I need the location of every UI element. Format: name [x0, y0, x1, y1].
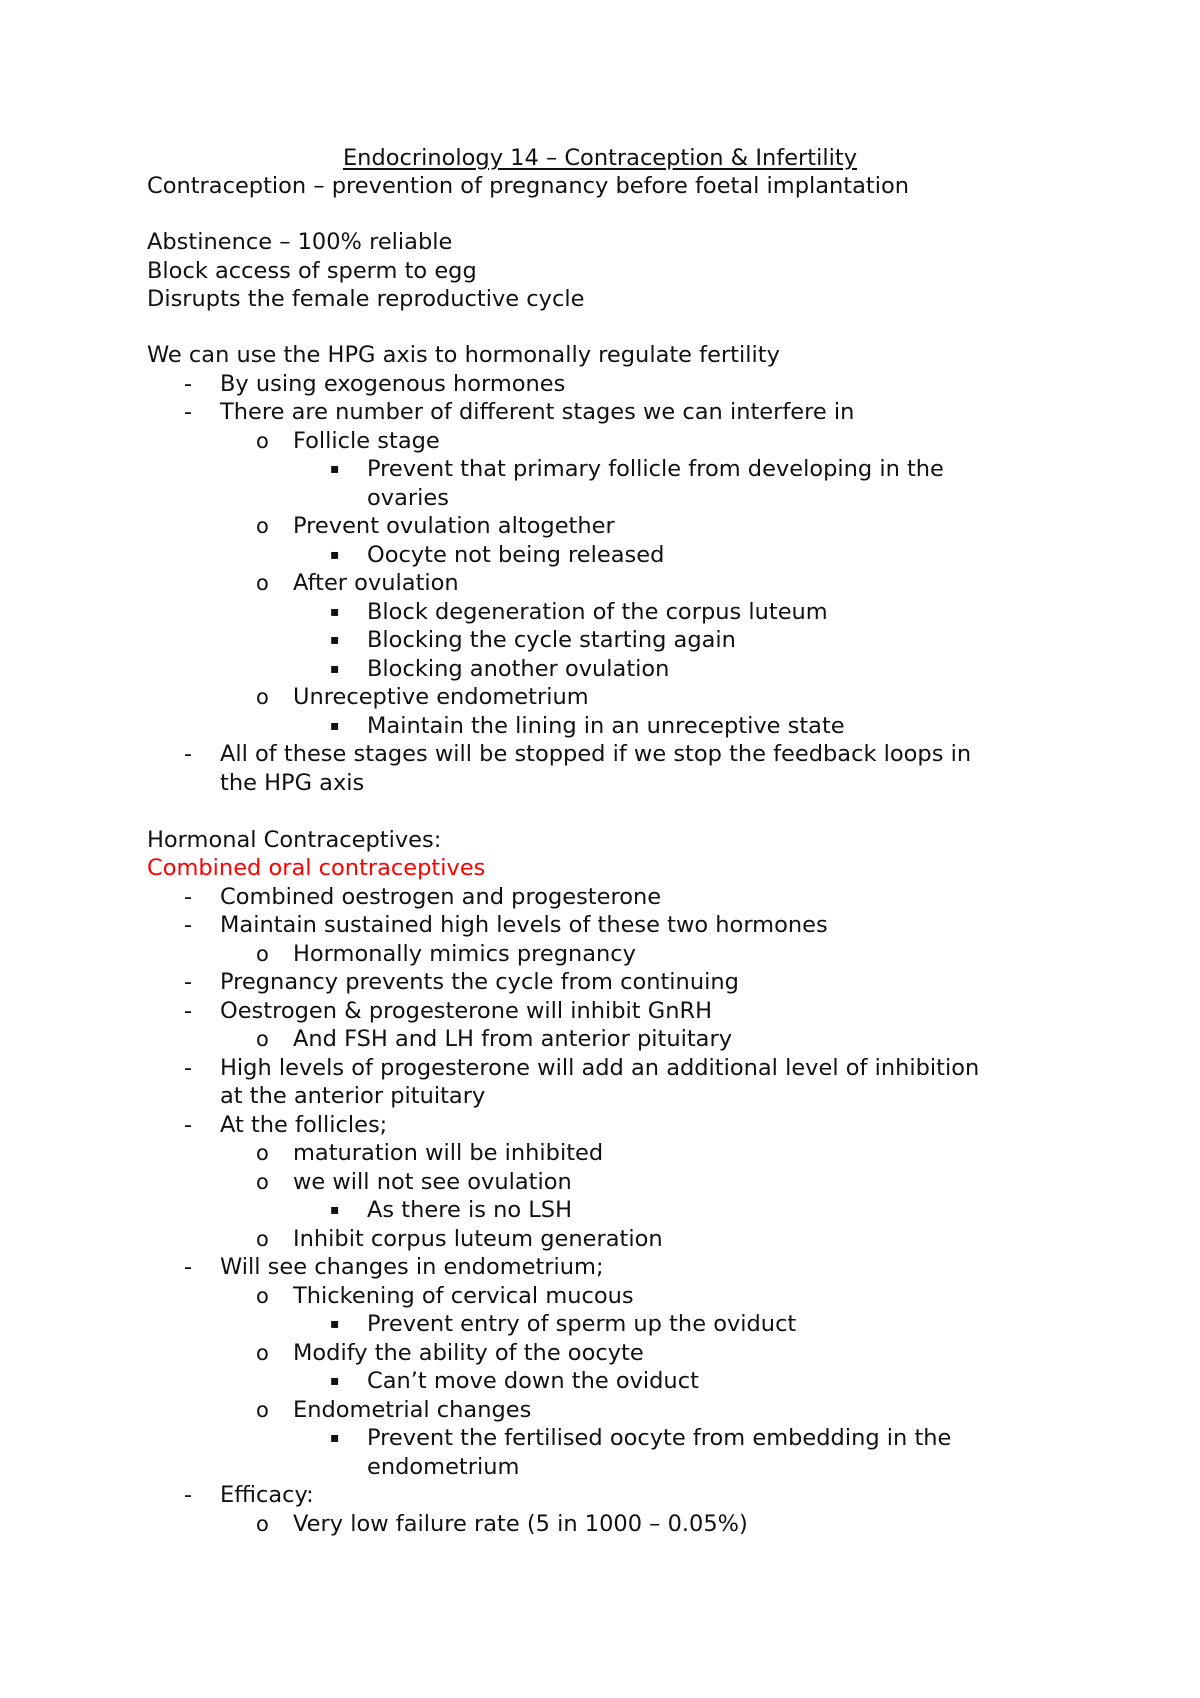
dash-bullet: -	[184, 969, 193, 995]
circle-bullet: o	[256, 1284, 269, 1308]
list-item: There are number of different stages we can interfere in	[220, 399, 855, 425]
circle-bullet: o	[256, 514, 269, 538]
list-item: we will not see ovulation	[293, 1169, 572, 1195]
list-item-continuation: endometrium	[367, 1454, 520, 1480]
dash-bullet: -	[184, 1254, 193, 1280]
section-heading: Hormonal Contraceptives:	[147, 827, 442, 853]
list-item: Prevent entry of sperm up the oviduct	[367, 1311, 797, 1337]
list-item: Combined oestrogen and progesterone	[220, 884, 662, 910]
list-item: Modify the ability of the oocyte	[293, 1340, 644, 1366]
list-item: By using exogenous hormones	[220, 371, 566, 397]
list-item: Will see changes in endometrium;	[220, 1254, 604, 1280]
dash-bullet: -	[184, 371, 193, 397]
square-bullet: ▪	[330, 461, 340, 477]
dash-bullet: -	[184, 912, 193, 938]
circle-bullet: o	[256, 1027, 269, 1051]
dash-bullet: -	[184, 1112, 193, 1138]
list-item: Endometrial changes	[293, 1397, 532, 1423]
list-item: Unreceptive endometrium	[293, 684, 589, 710]
square-bullet: ▪	[330, 1373, 340, 1389]
list-item: At the follicles;	[220, 1112, 388, 1138]
list-item: As there is no LSH	[367, 1197, 572, 1223]
list-item: Oestrogen & progesterone will inhibit GnRH	[220, 998, 713, 1024]
dash-bullet: -	[184, 1482, 193, 1508]
list-item: After ovulation	[293, 570, 459, 596]
square-bullet: ▪	[330, 718, 340, 734]
square-bullet: ▪	[330, 1202, 340, 1218]
method-line: Abstinence – 100% reliable	[147, 229, 453, 255]
list-item: High levels of progesterone will add an additional level of inhibition	[220, 1055, 980, 1081]
square-bullet: ▪	[330, 1430, 340, 1446]
list-item: Thickening of cervical mucous	[293, 1283, 634, 1309]
list-item: Hormonally mimics pregnancy	[293, 941, 636, 967]
list-item: Oocyte not being released	[367, 542, 665, 568]
square-bullet: ▪	[330, 547, 340, 563]
hpg-intro-line: We can use the HPG axis to hormonally regulate fertility	[147, 342, 780, 368]
square-bullet: ▪	[330, 604, 340, 620]
list-item: Follicle stage	[293, 428, 440, 454]
list-item: Maintain the lining in an unreceptive state	[367, 713, 845, 739]
list-item: Maintain sustained high levels of these two hormones	[220, 912, 828, 938]
definition-line: Contraception – prevention of pregnancy before foetal implantation	[147, 173, 910, 199]
list-item: Blocking another ovulation	[367, 656, 670, 682]
list-item: Block degeneration of the corpus luteum	[367, 599, 828, 625]
list-item: maturation will be inhibited	[293, 1140, 604, 1166]
list-item-continuation: at the anterior pituitary	[220, 1083, 486, 1109]
dash-bullet: -	[184, 998, 193, 1024]
dash-bullet: -	[184, 884, 193, 910]
square-bullet: ▪	[330, 661, 340, 677]
list-item: And FSH and LH from anterior pituitary	[293, 1026, 733, 1052]
list-item: Inhibit corpus luteum generation	[293, 1226, 663, 1252]
square-bullet: ▪	[330, 632, 340, 648]
list-item: Blocking the cycle starting again	[367, 627, 736, 653]
dash-bullet: -	[184, 399, 193, 425]
circle-bullet: o	[256, 429, 269, 453]
square-bullet: ▪	[330, 1316, 340, 1332]
dash-bullet: -	[184, 1055, 193, 1081]
list-item: Efficacy:	[220, 1482, 314, 1508]
list-item: Very low failure rate (5 in 1000 – 0.05%)	[293, 1511, 748, 1537]
list-item-continuation: ovaries	[367, 485, 449, 511]
list-item: Can’t move down the oviduct	[367, 1368, 699, 1394]
list-item: Prevent that primary follicle from developing in the	[367, 456, 944, 482]
circle-bullet: o	[256, 1341, 269, 1365]
subsection-heading: Combined oral contraceptives	[147, 855, 486, 881]
circle-bullet: o	[256, 571, 269, 595]
circle-bullet: o	[256, 1512, 269, 1536]
list-item: Prevent the fertilised oocyte from embedding in the	[367, 1425, 952, 1451]
list-item-continuation: the HPG axis	[220, 770, 365, 796]
circle-bullet: o	[256, 1398, 269, 1422]
document-title: Endocrinology 14 – Contraception & Infertility	[342, 145, 858, 171]
list-item: Prevent ovulation altogether	[293, 513, 615, 539]
circle-bullet: o	[256, 1141, 269, 1165]
circle-bullet: o	[256, 942, 269, 966]
list-item: Pregnancy prevents the cycle from continuing	[220, 969, 739, 995]
dash-bullet: -	[184, 741, 193, 767]
method-line: Disrupts the female reproductive cycle	[147, 286, 585, 312]
list-item: All of these stages will be stopped if we stop the feedback loops in	[220, 741, 972, 767]
circle-bullet: o	[256, 1170, 269, 1194]
circle-bullet: o	[256, 685, 269, 709]
method-line: Block access of sperm to egg	[147, 258, 477, 284]
circle-bullet: o	[256, 1227, 269, 1251]
